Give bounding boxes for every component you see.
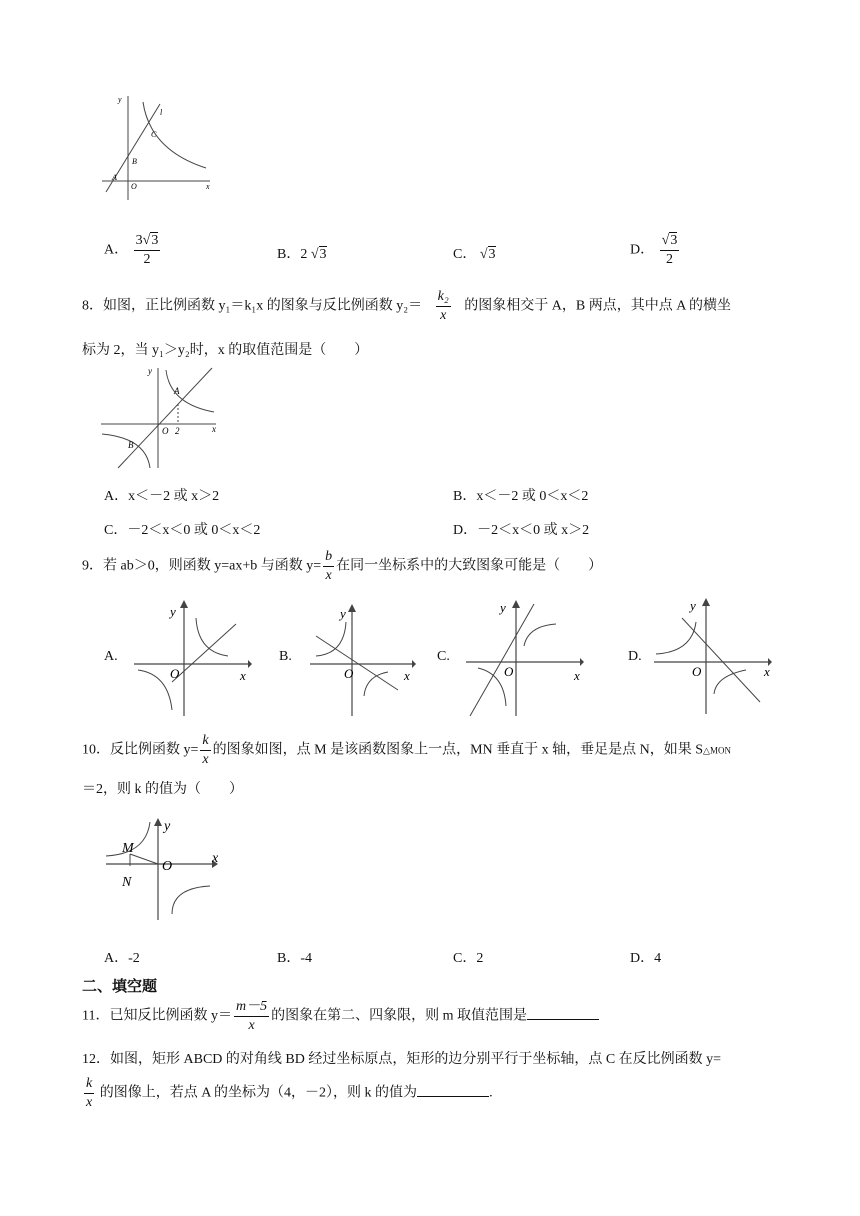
q9-option-c-label[interactable]: C. bbox=[437, 649, 450, 664]
q12-answer-blank[interactable] bbox=[417, 1082, 489, 1097]
section-heading-fill-in: 二、填空题 bbox=[82, 977, 158, 995]
q8-point-a-label: A bbox=[174, 386, 180, 396]
q9-frac-den: x bbox=[325, 568, 332, 583]
q7-option-d-letter: D． bbox=[630, 242, 655, 258]
q10-point-n-label: N bbox=[122, 875, 132, 890]
q12-frac-den: x bbox=[86, 1095, 93, 1110]
q7-a-rad: 3 bbox=[151, 233, 159, 248]
q7-option-c-root: √3 bbox=[479, 247, 496, 262]
q7-d-rad: 3 bbox=[670, 233, 678, 248]
q7-option-b-text: 2 bbox=[300, 247, 311, 262]
q8-point-b-label: B bbox=[128, 440, 134, 450]
q7-a-coef: 3 bbox=[135, 233, 143, 248]
q9-frac-num: b bbox=[323, 548, 334, 567]
q8-tick-2-label: 2 bbox=[175, 426, 180, 436]
q9-b-x-label: x bbox=[404, 668, 410, 683]
q9-c-origin-label: O bbox=[504, 664, 514, 679]
q8-y-label: y bbox=[148, 366, 152, 376]
q8-frac-num: k₂ bbox=[436, 288, 451, 307]
q10-point-m-label: M bbox=[122, 841, 134, 856]
q7-line-l-label: l bbox=[160, 108, 163, 117]
q11-stem bbox=[82, 998, 599, 1035]
q9-option-d-label[interactable]: D. bbox=[628, 649, 642, 664]
q12-fraction bbox=[84, 1075, 94, 1112]
q12-stem-line2 bbox=[82, 1075, 493, 1112]
q10-option-b[interactable]: B．-4 bbox=[277, 951, 312, 966]
q10-fraction bbox=[200, 732, 210, 769]
q9-stem bbox=[82, 548, 602, 585]
q7-option-d-fraction: $\frac{√3}{2}$ bbox=[661, 233, 678, 267]
q7-figure bbox=[98, 92, 218, 204]
q9-c-y-label: y bbox=[500, 600, 506, 615]
q8-fraction bbox=[436, 288, 451, 325]
q7-point-c-label: C bbox=[151, 130, 157, 139]
q8-option-a[interactable]: A．x＜－2 或 x＞2 bbox=[104, 489, 220, 504]
q7-origin-label: O bbox=[131, 182, 137, 191]
q8-option-d[interactable]: D．－2＜x＜0 或 x＞2 bbox=[453, 523, 590, 538]
q10-x-label: x bbox=[212, 851, 219, 866]
q9-a-origin-label: O bbox=[170, 666, 180, 681]
q9-fraction bbox=[323, 548, 334, 585]
q7-d-den: 2 bbox=[665, 252, 673, 267]
q7-option-d[interactable] bbox=[630, 232, 681, 269]
q9-option-a-label[interactable]: A. bbox=[104, 649, 118, 664]
q9-suffix: 在同一坐标系中的大致图象可能是（ ） bbox=[336, 558, 603, 574]
q7-y-label: y bbox=[118, 95, 122, 104]
q9-d-y-label: y bbox=[690, 598, 696, 613]
q7-option-b-letter: B． bbox=[277, 247, 301, 262]
q12-suffix: 的图像上，若点 A 的坐标为（4，－2），则 k 的值为 bbox=[99, 1085, 418, 1101]
q9-a-y-label: y bbox=[170, 604, 176, 619]
q7-option-a-letter: A． bbox=[104, 242, 129, 258]
q11-frac-num: m－5 bbox=[234, 998, 269, 1017]
q7-option-a[interactable] bbox=[104, 232, 162, 269]
q8-stem-line2: 标为 2，当 y₁＞y₂时，x 的取值范围是（ ） bbox=[82, 343, 369, 358]
q8-prefix: 8．如图，正比例函数 y₁＝k₁x 的图象与反比例函数 y₂＝ bbox=[82, 298, 423, 314]
q8-origin-label: O bbox=[162, 426, 169, 436]
q9-d-origin-label: O bbox=[692, 664, 702, 679]
q9-graph-d[interactable] bbox=[652, 594, 776, 716]
q7-point-a-label: A bbox=[112, 173, 117, 182]
q8-option-b[interactable]: B．x＜－2 或 0＜x＜2 bbox=[453, 489, 589, 504]
q9-c-x-label: x bbox=[574, 668, 580, 683]
q11-prefix: 11．已知反比例函数 y＝ bbox=[82, 1008, 232, 1024]
q9-prefix: 9．若 ab＞0，则函数 y=ax+b 与函数 y= bbox=[82, 558, 322, 574]
q7-option-c[interactable] bbox=[453, 243, 496, 263]
q9-graph-c[interactable] bbox=[464, 596, 588, 718]
q12-period: . bbox=[489, 1085, 493, 1101]
q10-prefix: 10．反比例函数 y= bbox=[82, 742, 199, 758]
q10-origin-label: O bbox=[162, 859, 173, 874]
q8-x-label: x bbox=[212, 424, 216, 434]
q8-stem-line1 bbox=[82, 288, 731, 325]
q7-c-rad: 3 bbox=[488, 247, 496, 262]
q10-option-a[interactable]: A．-2 bbox=[104, 951, 140, 966]
q10-stem-line1 bbox=[82, 732, 731, 769]
q12-stem-line1: 12．如图，矩形 ABCD 的对角线 BD 经过坐标原点，矩形的边分别平行于坐标轴，点 C 在反比例函数 y= bbox=[82, 1052, 722, 1067]
q8-frac-den: x bbox=[440, 308, 447, 323]
q10-figure bbox=[102, 814, 226, 922]
q7-a-den: 2 bbox=[143, 252, 151, 267]
q12-frac-num: k bbox=[84, 1075, 94, 1094]
q7-b-rad: 3 bbox=[319, 247, 327, 262]
q7-option-b-root: √3 bbox=[310, 247, 327, 262]
q11-suffix: 的图象在第二、四象限，则 m 取值范围是 bbox=[271, 1008, 527, 1024]
q9-a-x-label: x bbox=[240, 668, 246, 683]
q9-b-y-label: y bbox=[340, 606, 346, 621]
q7-x-label: x bbox=[206, 182, 210, 191]
q7-option-a-fraction: $\frac{3√3}{2}$ bbox=[135, 233, 159, 267]
q8-figure bbox=[98, 364, 220, 472]
q10-y-label: y bbox=[164, 819, 171, 834]
q10-subscript: △MON bbox=[703, 745, 731, 756]
q8-suffix: 的图象相交于 A，B 两点，其中点 A 的横坐 bbox=[464, 298, 732, 314]
q9-b-origin-label: O bbox=[344, 666, 354, 681]
q8-option-c[interactable]: C．－2＜x＜0 或 0＜x＜2 bbox=[104, 523, 261, 538]
q9-graph-b[interactable] bbox=[308, 600, 418, 718]
q11-fraction bbox=[234, 998, 269, 1035]
q9-option-b-label[interactable]: B. bbox=[279, 649, 292, 664]
q10-stem-line2: ＝2，则 k 的值为（ ） bbox=[82, 782, 243, 797]
q10-frac-num: k bbox=[200, 732, 210, 751]
q10-option-c[interactable]: C．2 bbox=[453, 951, 484, 966]
q7-option-c-letter: C． bbox=[453, 247, 477, 262]
q10-suffix: 的图象如图，点 M 是该函数图象上一点，MN 垂直于 x 轴，垂足是点 N，如果 S bbox=[212, 742, 704, 758]
q7-point-b-label: B bbox=[132, 157, 137, 166]
q10-option-d[interactable]: D．4 bbox=[630, 951, 662, 966]
q11-frac-den: x bbox=[248, 1018, 255, 1033]
q10-frac-den: x bbox=[202, 752, 209, 767]
q7-option-b[interactable] bbox=[277, 243, 327, 263]
q9-d-x-label: x bbox=[764, 664, 770, 679]
q11-answer-blank[interactable] bbox=[527, 1005, 599, 1020]
q9-graph-a[interactable] bbox=[132, 598, 252, 718]
